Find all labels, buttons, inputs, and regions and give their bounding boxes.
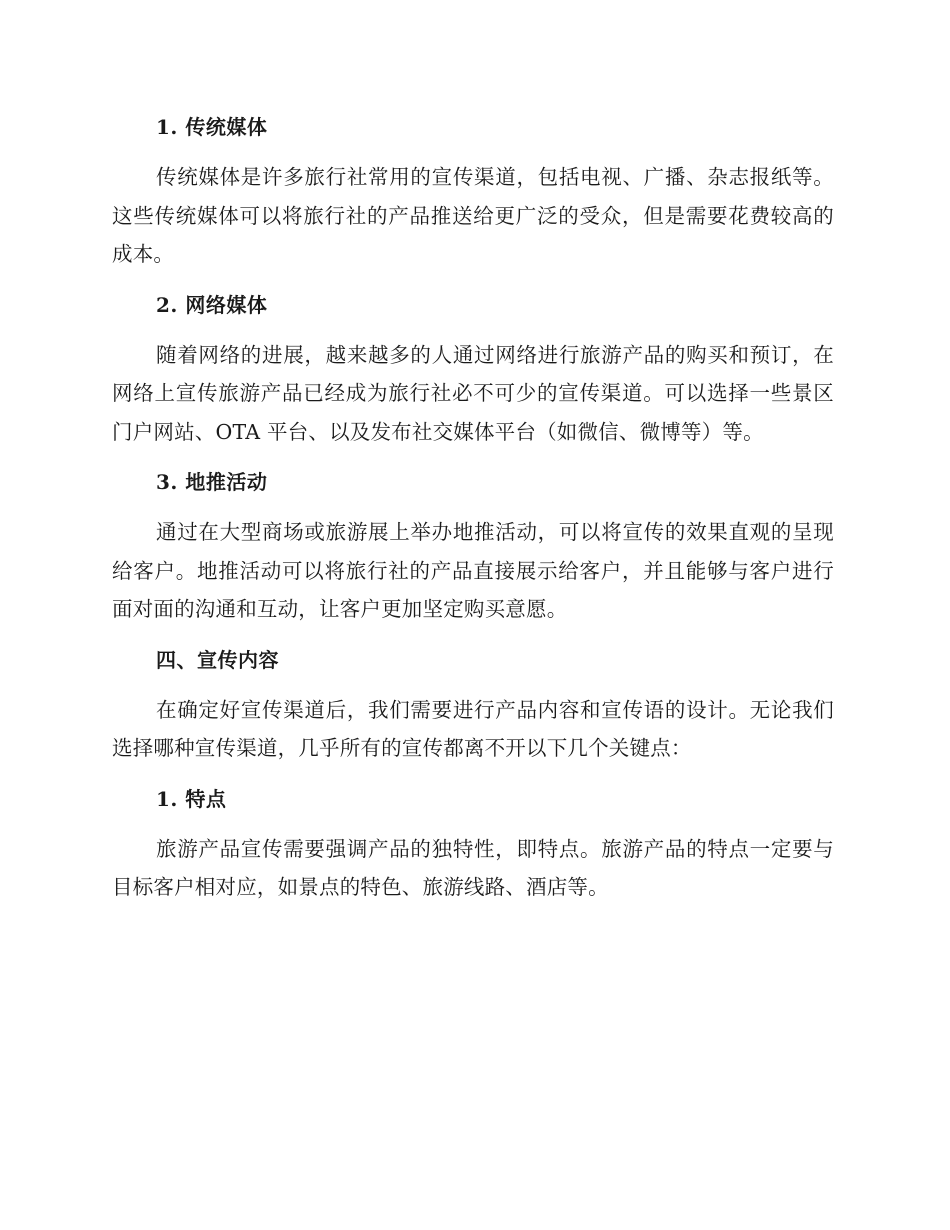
paragraph-ground-promotion: 通过在大型商场或旅游展上举办地推活动，可以将宣传的效果直观的呈现给客户。地推活动可以将旅行社的产品直接展示给客户，并且能够与客户进行面对面的沟通和互动，让客户更加坚定购买意愿。: [112, 520, 834, 621]
section-heading-promotion-content: 四、宣传内容: [156, 647, 279, 672]
section-heading-traditional-media: 1. 传统媒体: [156, 115, 268, 139]
paragraph-promotion-content: 在确定好宣传渠道后，我们需要进行产品内容和宣传语的设计。无论我们选择哪种宣传渠道，几乎所有的宣传都离不开以下几个关键点：: [112, 697, 834, 760]
section-heading-ground-promotion: 3. 地推活动: [156, 470, 268, 494]
paragraph-traditional-media: 传统媒体是许多旅行社常用的宣传渠道，包括电视、广播、杂志报纸等。这些传统媒体可以将旅行社的产品推送给更广泛的受众，但是需要花费较高的成本。: [112, 165, 834, 266]
paragraph-features: 旅游产品宣传需要强调产品的独特性，即特点。旅游产品的特点一定要与目标客户相对应，如景点的特色、旅游线路、酒店等。: [112, 836, 834, 899]
section-heading-features: 1. 特点: [156, 786, 227, 811]
paragraph-online-media: 随着网络的进展，越来越多的人通过网络进行旅游产品的购买和预订，在网络上宣传旅游产品已经成为旅行社必不可少的宣传渠道。可以选择一些景区门户网站、OTA 平台、以及发布社交媒体平台（如微信、微博等）等。: [112, 342, 834, 444]
section-heading-online-media: 2. 网络媒体: [156, 292, 268, 317]
document-page: [112, 110, 834, 921]
